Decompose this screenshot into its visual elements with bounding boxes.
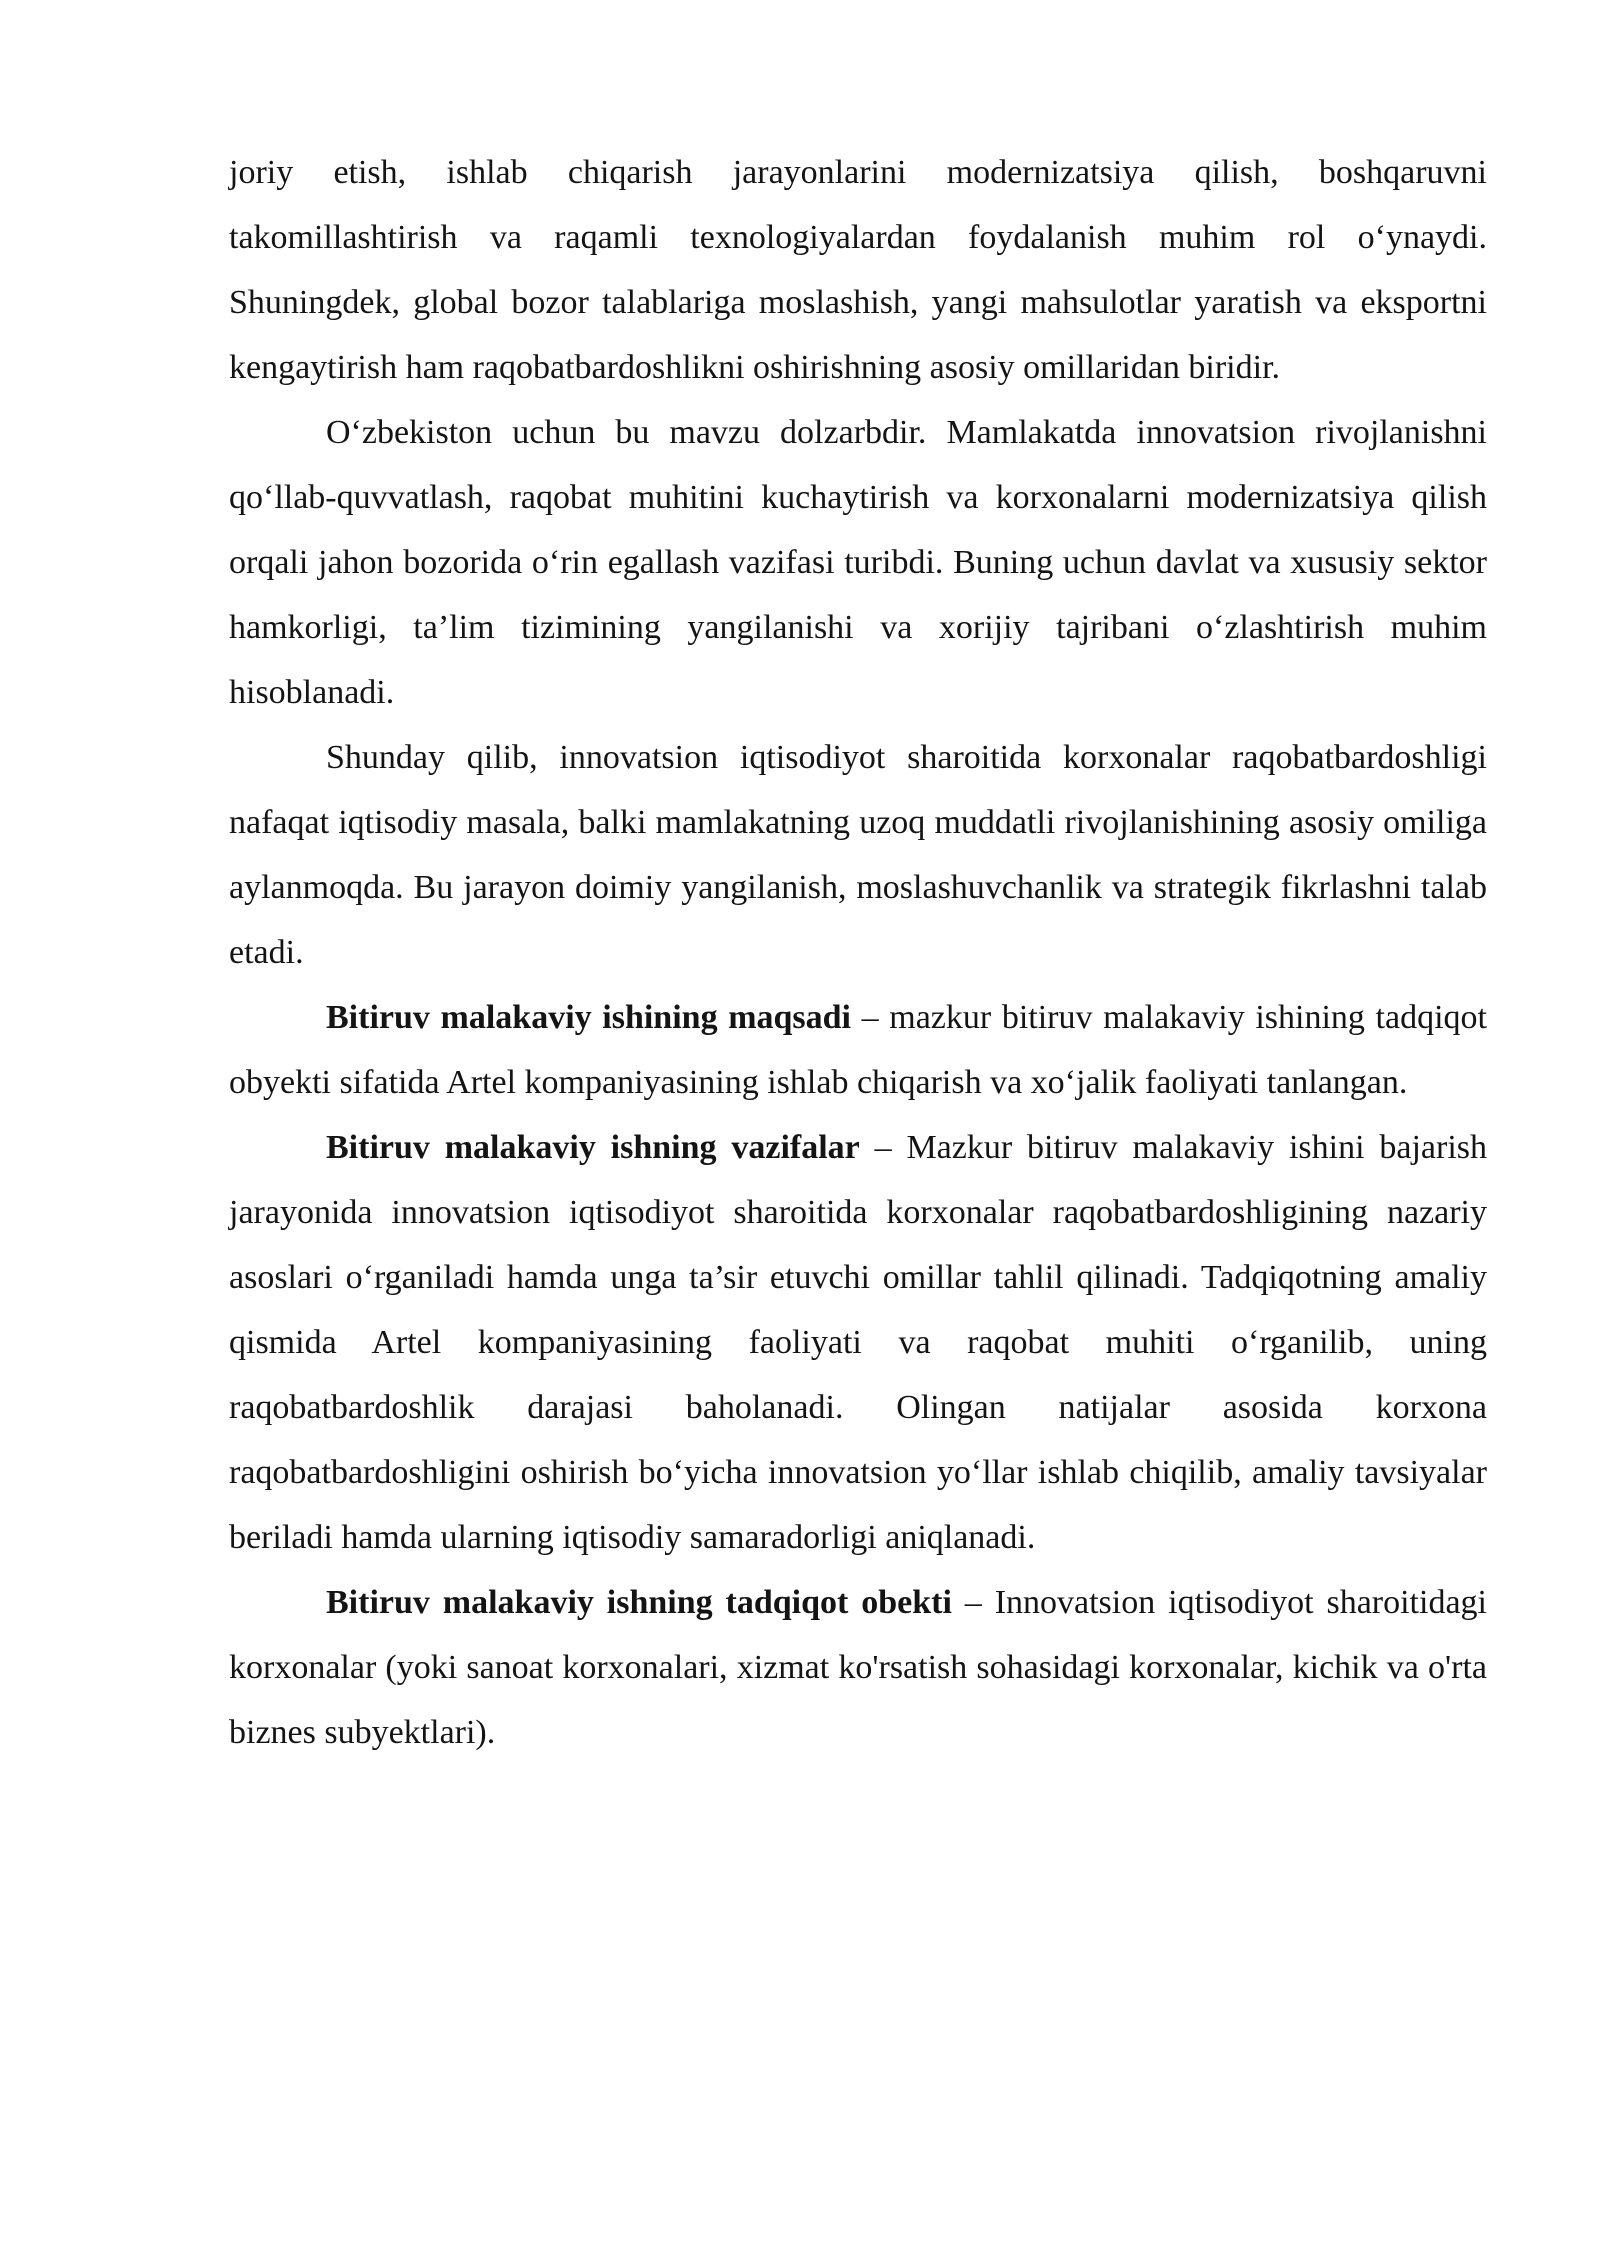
paragraph-text: – Mazkur bitiruv malakaviy ishini bajarish jarayonida innovatsion iqtisodiyot sharoitida korxonalar raqobatbardoshligining nazariy asoslari o‘rganiladi hamda unga ta’sir etuvchi omillar tahlil qilinadi. Tadqiqotning amaliy qismida Artel kompaniyasining faoliyati va raqobat muhiti o‘rganilib, uning raqobatbardoshlik darajasi baholanadi. Olingan natijalar asosida korxona raqobatbardoshligini oshirish bo‘yicha innovatsion yo‘llar ishlab chiqilib, amaliy tavsiyalar beriladi hamda ularning iqtisodiy samaradorligi aniqlanadi. (229, 1129, 1487, 1556)
document-body (229, 140, 1487, 1765)
paragraph-continuation (229, 140, 1487, 400)
paragraph-uzbekistan-relevance (229, 400, 1487, 725)
research-object-heading: Bitiruv malakaviy ishning tadqiqot obekti (326, 1584, 952, 1621)
paragraph-tasks (229, 1115, 1487, 1570)
paragraph-text: joriy etish, ishlab chiqarish jarayonlarini modernizatsiya qilish, boshqaruvni takomillashtirish va raqamli texnologiyalardan foydalanish muhim rol o‘ynaydi. Shuningdek, global bozor talablariga moslashish, yangi mahsulotlar yaratish va eksportni kengaytirish ham raqobatbardoshlikni oshirishning asosiy omillaridan biridir. (229, 154, 1487, 386)
paragraph-text: Shunday qilib, innovatsion iqtisodiyot sharoitida korxonalar raqobatbardoshligi nafaqat iqtisodiy masala, balki mamlakatning uzoq muddatli rivojlanishining asosiy omiliga aylanmoqda. Bu jarayon doimiy yangilanish, moslashuvchanlik va strategik fikrlashni talab etadi. (229, 739, 1487, 971)
paragraph-purpose (229, 985, 1487, 1115)
paragraph-text: – Innovatsion iqtisodiyot sharoitidagi korxonalar (yoki sanoat korxonalari, xizmat ko'rsatish sohasidagi korxonalar, kichik va o'rta biznes subyektlari). (229, 1584, 1487, 1751)
paragraph-text: – mazkur bitiruv malakaviy ishining tadqiqot obyekti sifatida Artel kompaniyasining ishlab chiqarish va xo‘jalik faoliyati tanlangan. (229, 999, 1487, 1101)
paragraph-text: O‘zbekiston uchun bu mavzu dolzarbdir. Mamlakatda innovatsion rivojlanishni qo‘llab-quvvatlash, raqobat muhitini kuchaytirish va korxonalarni modernizatsiya qilish orqali jahon bozorida o‘rin egallash vazifasi turibdi. Buning uchun davlat va xususiy sektor hamkorligi, ta’lim tizimining yangilanishi va xorijiy tajribani o‘zlashtirish muhim hisoblanadi. (229, 414, 1487, 711)
tasks-heading: Bitiruv malakaviy ishning vazifalar (326, 1129, 860, 1166)
paragraph-research-object (229, 1570, 1487, 1765)
purpose-heading: Bitiruv malakaviy ishining maqsadi (326, 999, 852, 1036)
paragraph-conclusion (229, 725, 1487, 985)
